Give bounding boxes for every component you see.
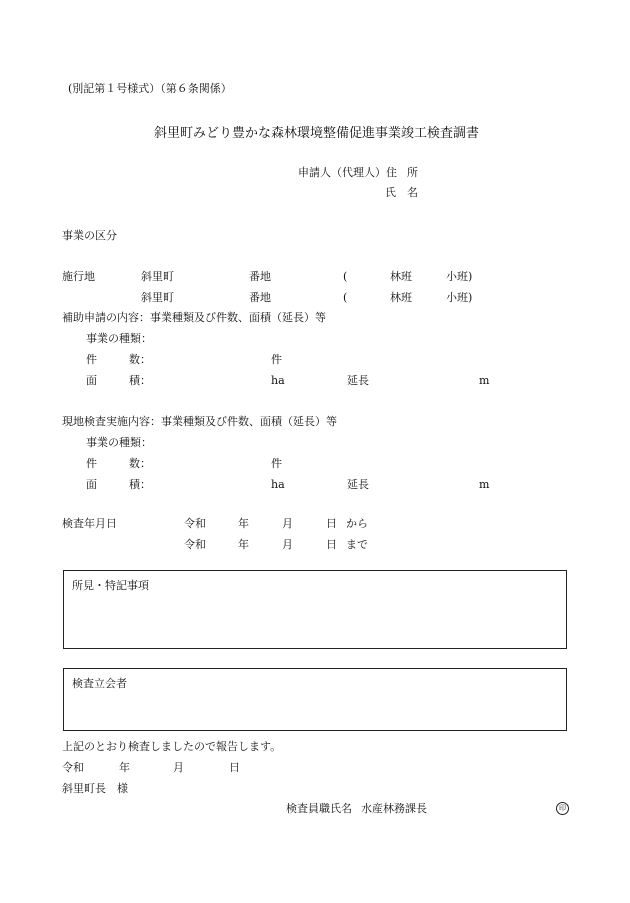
site-forest: 林班 <box>390 270 412 283</box>
addressee: 斜里町長 様 <box>62 782 128 795</box>
report-statement: 上記のとおり検査しましたので報告します。 <box>62 740 282 753</box>
site-lot: 番地 <box>249 270 271 283</box>
inspection-area-char-2: 積： <box>129 478 151 491</box>
inspection-heading: 現地検査実施内容：事業種類及び件数、面積（延長）等 <box>62 415 337 428</box>
inspection-count-char-2: 数： <box>129 457 151 470</box>
subsidy-count-char-2: 数： <box>129 353 151 366</box>
inspection-count-char-1: 件 <box>86 457 97 470</box>
site-town: 斜里町 <box>141 270 174 283</box>
date-year: 年 <box>238 538 249 551</box>
inspector-label: 検査員職氏名 <box>286 802 352 815</box>
footer-year: 年 <box>119 761 130 774</box>
applicant-name-char-1: 氏 <box>385 186 396 199</box>
date-era: 令和 <box>184 538 206 551</box>
footer-month: 月 <box>173 761 184 774</box>
inspection-date-label: 検査年月日 <box>62 517 117 530</box>
date-month: 月 <box>282 517 293 530</box>
subsidy-type-label: 事業の種類： <box>86 332 152 345</box>
remarks-label: 所見・特記事項 <box>72 579 149 592</box>
inspection-length-unit: m <box>479 478 490 491</box>
seal-mark: 印 <box>556 802 569 815</box>
category-label: 事業の区分 <box>62 229 117 242</box>
form-number: (別記第１号様式）（第６条関係） <box>68 82 232 95</box>
subsidy-length-unit: m <box>479 374 490 387</box>
site-subcompartment: 小班) <box>446 291 473 304</box>
department-name: 水産林務課長 <box>361 802 427 815</box>
witness-label: 検査立会者 <box>72 677 127 690</box>
subsidy-count-char-1: 件 <box>86 353 97 366</box>
subsidy-count-unit: 件 <box>271 353 282 366</box>
inspection-length-label: 延長 <box>347 478 369 491</box>
footer-day: 日 <box>229 761 240 774</box>
date-day: 日 <box>326 538 337 551</box>
document-title: 斜里町みどり豊かな森林環境整備促進事業竣工検査調書 <box>154 126 480 141</box>
date-month: 月 <box>282 538 293 551</box>
site-paren: ( <box>343 270 348 283</box>
applicant-address-char: 所 <box>407 166 418 179</box>
site-subcompartment: 小班) <box>446 270 473 283</box>
inspection-area-unit: ha <box>271 478 285 491</box>
subsidy-area-char-1: 面 <box>86 374 97 387</box>
subsidy-length-label: 延長 <box>347 374 369 387</box>
date-from: から <box>346 517 368 530</box>
date-year: 年 <box>238 517 249 530</box>
inspection-type-label: 事業の種類： <box>86 436 152 449</box>
inspection-area-char-1: 面 <box>86 478 97 491</box>
date-era: 令和 <box>184 517 206 530</box>
site-label: 施行地 <box>62 270 95 283</box>
site-lot: 番地 <box>249 291 271 304</box>
inspection-count-unit: 件 <box>271 457 282 470</box>
applicant-label: 申請人（代理人）住 <box>298 166 397 179</box>
witness-box[interactable] <box>63 668 567 731</box>
subsidy-heading: 補助申請の内容：事業種類及び件数、面積（延長）等 <box>62 311 326 324</box>
site-town: 斜里町 <box>141 291 174 304</box>
site-forest: 林班 <box>390 291 412 304</box>
footer-era: 令和 <box>62 761 84 774</box>
date-day: 日 <box>326 517 337 530</box>
subsidy-area-unit: ha <box>271 374 285 387</box>
site-paren: ( <box>343 291 348 304</box>
date-until: まで <box>346 538 368 551</box>
applicant-name-char-2: 名 <box>407 186 418 199</box>
subsidy-area-char-2: 積： <box>129 374 151 387</box>
remarks-box[interactable] <box>63 570 567 649</box>
